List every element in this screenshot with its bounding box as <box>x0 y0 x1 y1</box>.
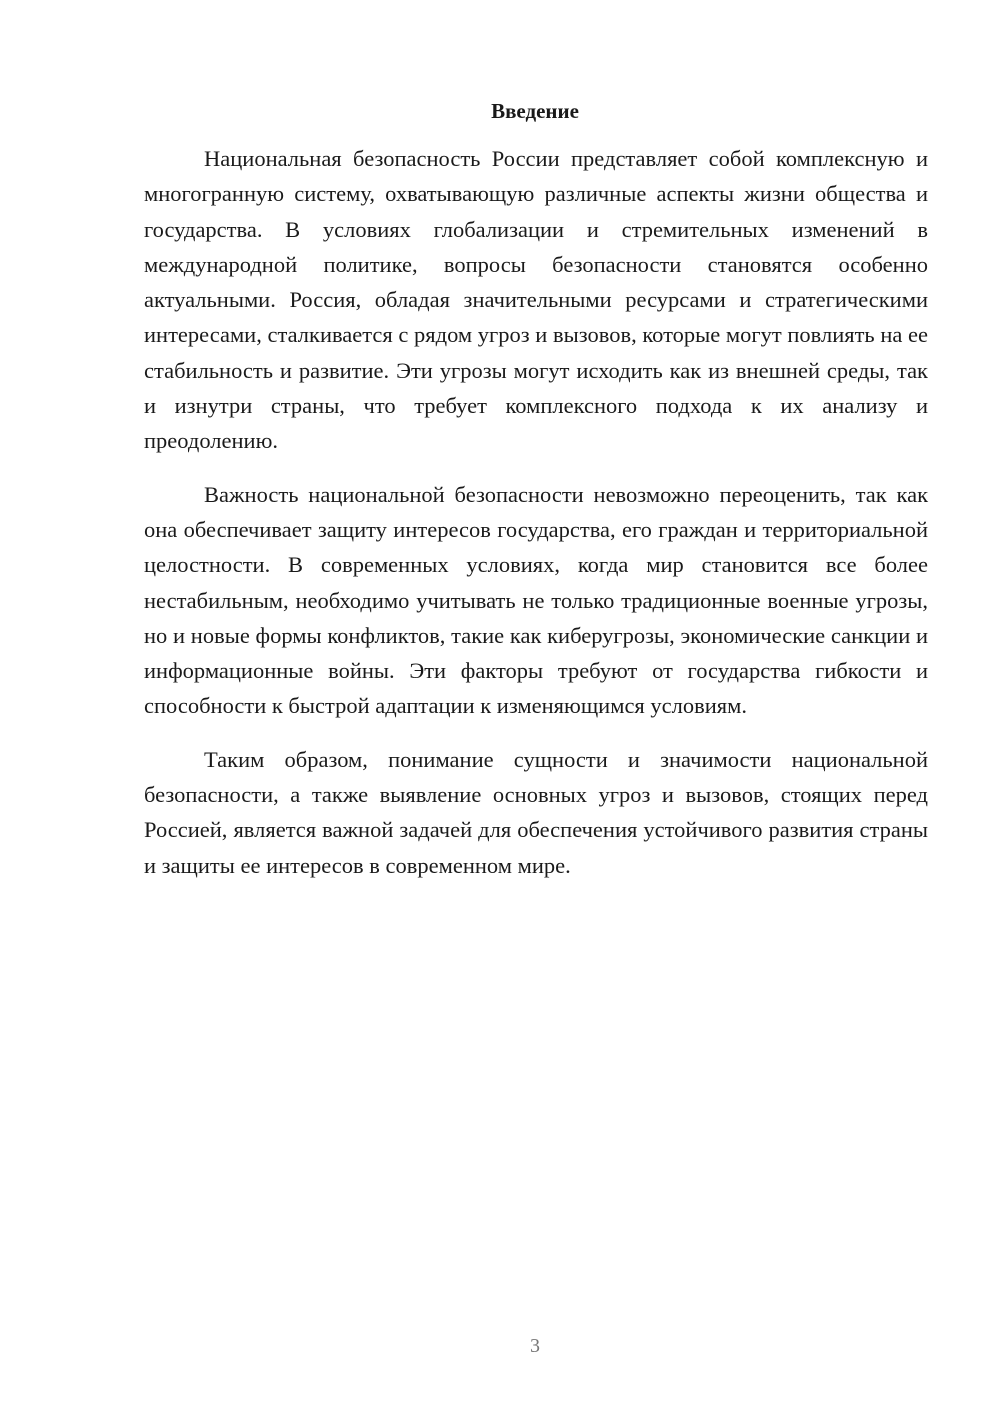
paragraph-3: Таким образом, понимание сущности и значимости национальной безопасности, а также выявление основных угроз и вызовов, стоящих перед Россией, является важной задачей для обеспечения устойчивого развития страны и защиты ее интересов в современном мире. <box>144 746 928 878</box>
section-title: Введение <box>491 99 579 123</box>
body-text <box>144 141 928 901</box>
paragraph-2: Важность национальной безопасности невозможно переоценить, так как она обеспечивает защиту интересов государства, его граждан и территориальной целостности. В современных условиях, когда мир становится все более нестабильным, необходимо учитывать не только традиционные военные угрозы, но и новые формы конфликтов, такие как киберугрозы, экономические санкции и информационные войны. Эти факторы требуют от государства гибкости и способности к быстрой адаптации к изменяющимся условиям. <box>144 481 928 719</box>
paragraph-1: Национальная безопасность России представляет собой комплексную и многогранную систему, охватывающую различные аспекты жизни общества и государства. В условиях глобализации и стремительных изменений в международной политике, вопросы безопасности становятся особенно актуальными. Россия, обладая значительными ресурсами и стратегическими интересами, сталкивается с рядом угроз и вызовов, которые могут повлиять на ее стабильность и развитие. Эти угрозы могут исходить как из внешней среды, так и изнутри страны, что требует комплексного подхода к их анализу и преодолению. <box>144 146 928 454</box>
page-number: 3 <box>530 1335 540 1357</box>
